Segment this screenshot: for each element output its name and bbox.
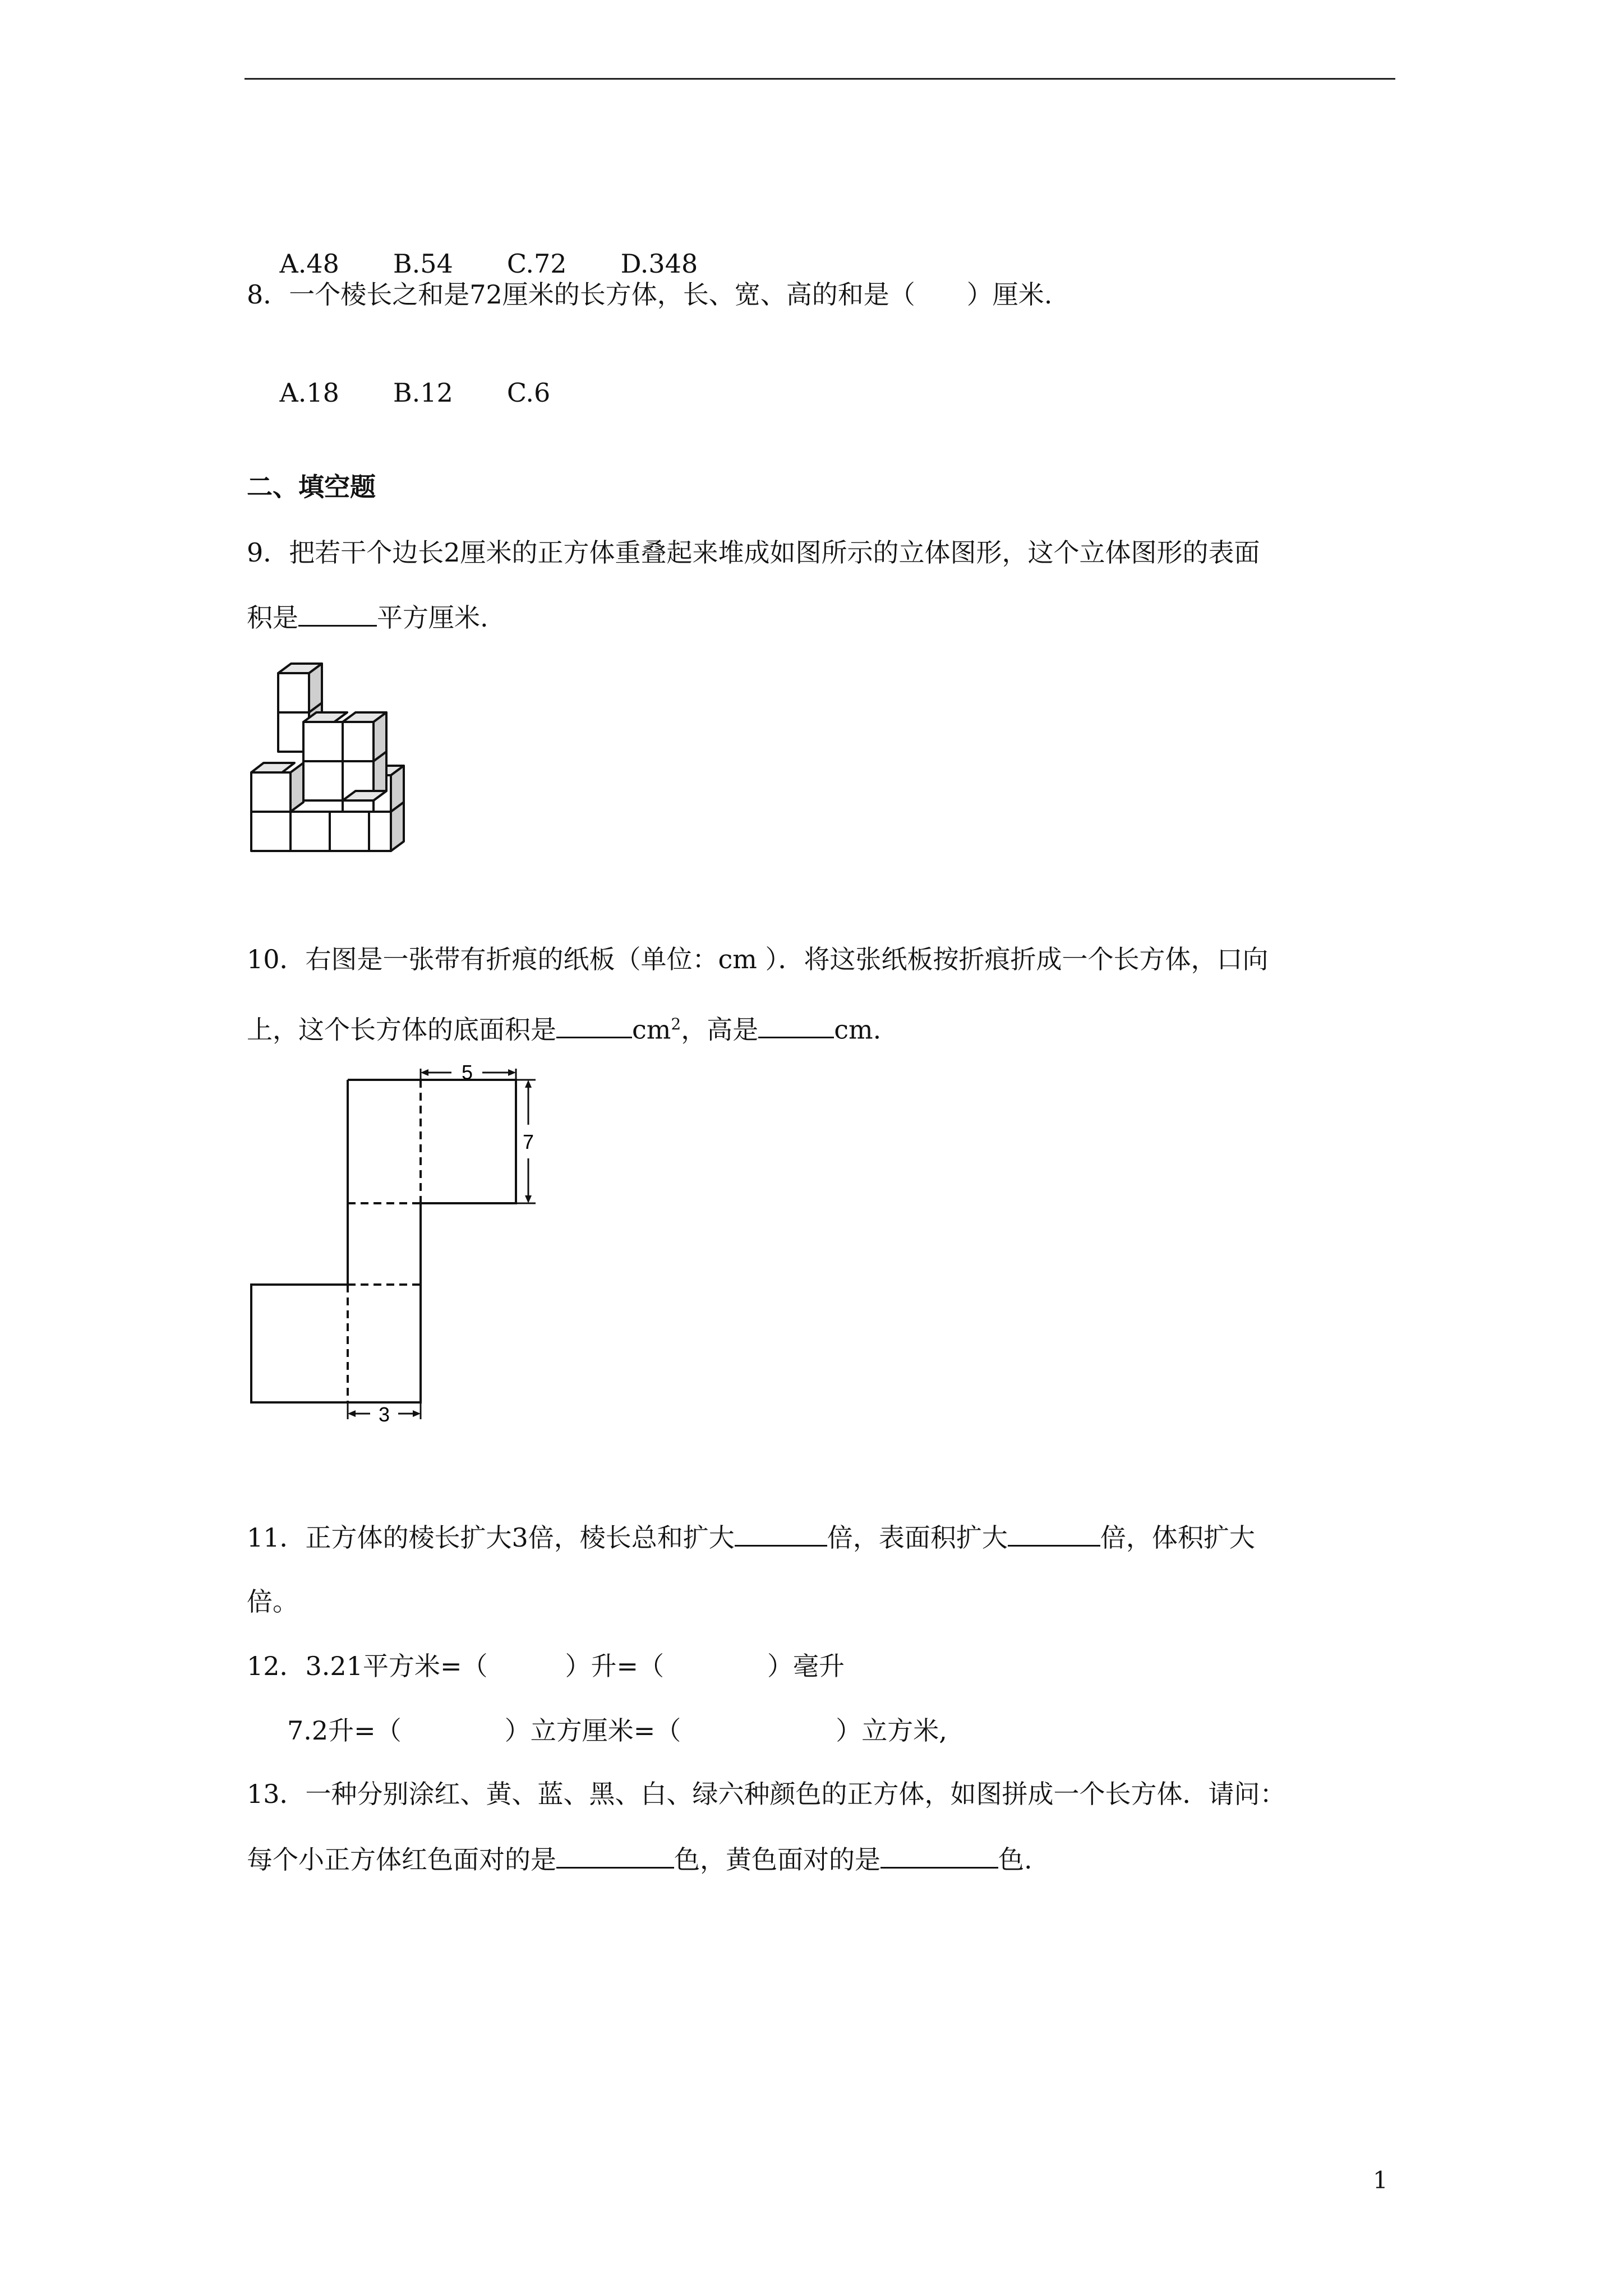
- cube-stack-figure: [241, 651, 421, 864]
- q10-line1: 10．右图是一张带有折痕的纸板（单位：cm ）．将这张纸板按折痕折成一个长方体，口向: [247, 944, 1269, 974]
- q9-line2-pre: 积是: [247, 602, 298, 633]
- cardboard-net-figure: [241, 1049, 555, 1442]
- q13-line1: 13．一种分别涂红、黄、蓝、黑、白、绿六种颜色的正方体，如图拼成一个长方体．请问：: [247, 1779, 1286, 1809]
- q8-option-a: A.18: [279, 378, 339, 408]
- q13-yellow-blank[interactable]: [880, 1842, 998, 1869]
- q10-line2-a: 上，这个长方体的底面积是: [247, 1014, 556, 1045]
- q11-area-blank[interactable]: [1008, 1520, 1100, 1547]
- q10-unit: cm: [632, 1014, 671, 1045]
- q13-line2: [247, 1842, 1032, 1876]
- q8-text: 8．一个棱长之和是72厘米的长方体，长、宽、高的和是（ ）厘米.: [247, 279, 1053, 310]
- q10-line2-c: cm.: [834, 1014, 882, 1045]
- q9-answer-blank[interactable]: [298, 600, 377, 627]
- q10-line2-b: ，高是: [681, 1014, 759, 1045]
- q8-option-c: C.6: [506, 378, 551, 408]
- q9-line2: [247, 600, 488, 634]
- q10-area-blank[interactable]: [556, 1012, 632, 1038]
- q12-line2: 7.2升=（ ）立方厘米=（ ）立方米,: [287, 1715, 947, 1746]
- q9-line1: 9．把若干个边长2厘米的正方体重叠起来堆成如图所示的立体图形，这个立体图形的表面: [247, 537, 1260, 568]
- q11-line1-c: 倍，体积扩大: [1100, 1522, 1255, 1553]
- header-rule: [245, 78, 1395, 80]
- q10-height-blank[interactable]: [758, 1012, 834, 1038]
- q8-options: [247, 342, 604, 443]
- q12-line1: 12．3.21平方米=（ ）升=（ ）毫升: [247, 1651, 845, 1681]
- section-title: 二、填空题: [247, 472, 376, 502]
- q10-line2: [247, 1007, 881, 1046]
- dim-label-right: 7: [522, 1130, 534, 1153]
- q9-line2-post: 平方厘米.: [377, 602, 488, 633]
- q7-option-a: A.48: [279, 249, 339, 279]
- dim-label-bottom: 3: [378, 1403, 390, 1426]
- q7-option-d: D.348: [620, 249, 698, 279]
- dim-label-top: 5: [461, 1061, 473, 1084]
- q13-line2-b: 色，黄色面对的是: [674, 1844, 880, 1875]
- q7-option-c: C.72: [506, 249, 567, 279]
- q11-line1: [247, 1520, 1255, 1554]
- q13-red-blank[interactable]: [556, 1842, 674, 1869]
- q13-line2-c: 色.: [998, 1844, 1032, 1875]
- page-number: 1: [1373, 2166, 1388, 2194]
- q10-unit-sup: 2: [671, 1015, 681, 1033]
- q11-line1-b: 倍，表面积扩大: [827, 1522, 1008, 1553]
- q8-option-b: B.12: [393, 378, 453, 408]
- q11-line2: 倍。: [247, 1586, 298, 1617]
- q11-line1-a: 11．正方体的棱长扩大3倍，棱长总和扩大: [247, 1522, 735, 1553]
- q7-option-b: B.54: [393, 249, 453, 279]
- q11-edge-blank[interactable]: [735, 1520, 827, 1547]
- q13-line2-a: 每个小正方体红色面对的是: [247, 1844, 556, 1875]
